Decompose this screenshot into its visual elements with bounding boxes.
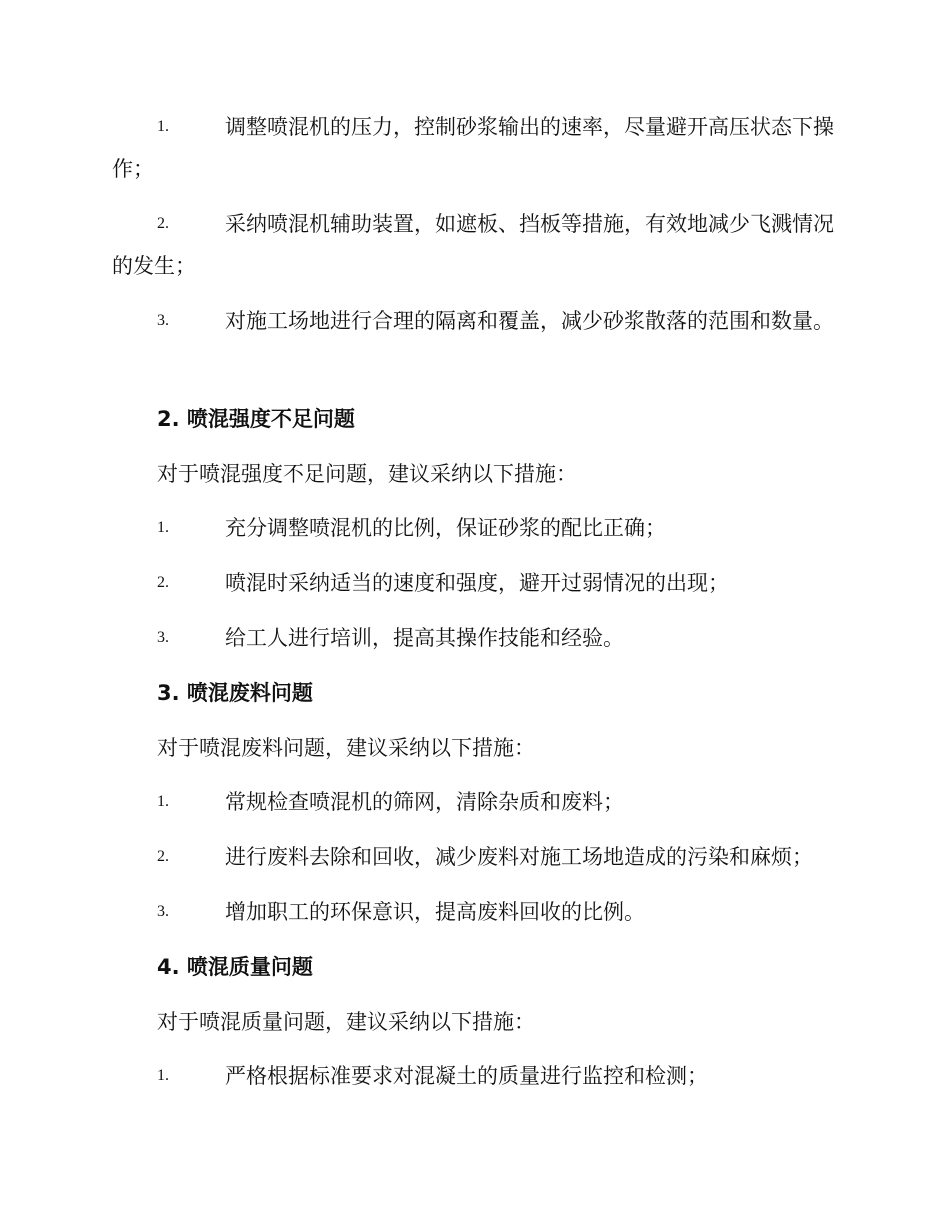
- list-text: 喷混时采纳适当的速度和强度，避开过弱情况的出现；: [225, 571, 729, 595]
- list-item: [112, 1055, 836, 1097]
- section-intro: 对于喷混强度不足问题，建议采纳以下措施：: [157, 462, 577, 486]
- list-text: 进行废料去除和回收，减少废料对施工场地造成的污染和麻烦；: [225, 845, 813, 869]
- list-number: 2.: [157, 848, 169, 865]
- list-item: [112, 891, 836, 933]
- list-number: 1.: [157, 118, 169, 135]
- list-number: 2.: [157, 215, 169, 232]
- list-number: 1.: [157, 1067, 169, 1084]
- list-text: 充分调整喷混机的比例，保证砂浆的配比正确；: [225, 516, 666, 540]
- list-text: 常规检查喷混机的筛网，清除杂质和废料；: [225, 790, 624, 814]
- list-text: 采纳喷混机辅助装置，如遮板、挡板等措施，有效地减少飞溅情况的发生；: [112, 212, 834, 278]
- section-heading: 2. 喷混强度不足问题: [157, 407, 355, 431]
- section-heading: 4. 喷混质量问题: [157, 955, 313, 979]
- list-text: 调整喷混机的压力，控制砂浆输出的速率，尽量避开高压状态下操作；: [112, 115, 834, 181]
- list-number: 2.: [157, 574, 169, 591]
- section-intro: 对于喷混废料问题，建议采纳以下措施：: [157, 736, 535, 760]
- list-item: [112, 507, 836, 549]
- list-number: 3.: [157, 312, 169, 329]
- list-item: [112, 203, 836, 287]
- list-number: 1.: [157, 793, 169, 810]
- list-text: 给工人进行培训，提高其操作技能和经验。: [225, 626, 624, 650]
- list-item: [112, 300, 836, 342]
- list-text: 严格根据标准要求对混凝土的质量进行监控和检测；: [225, 1064, 708, 1088]
- list-item: [112, 617, 836, 659]
- list-item: [112, 562, 836, 604]
- section-intro: 对于喷混质量问题，建议采纳以下措施：: [157, 1010, 535, 1034]
- list-item: [112, 781, 836, 823]
- list-number: 1.: [157, 519, 169, 536]
- list-item: [112, 106, 836, 190]
- list-text: 对施工场地进行合理的隔离和覆盖，减少砂浆散落的范围和数量。: [225, 309, 834, 333]
- list-text: 增加职工的环保意识，提高废料回收的比例。: [225, 900, 645, 924]
- section-heading: 3. 喷混废料问题: [157, 681, 313, 705]
- list-item: [112, 836, 836, 878]
- list-number: 3.: [157, 903, 169, 920]
- list-number: 3.: [157, 629, 169, 646]
